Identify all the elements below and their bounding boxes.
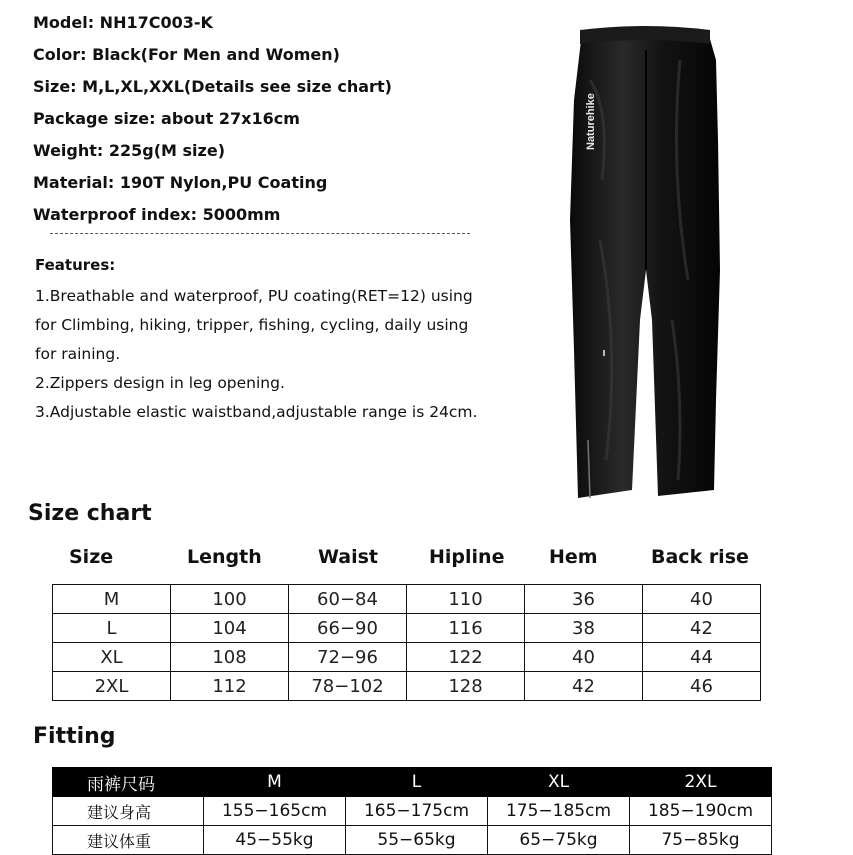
features-title: Features: — [35, 256, 116, 274]
header-waist: Waist — [318, 546, 379, 568]
table-cell: 155−165cm — [204, 797, 346, 826]
table-cell: 100 — [171, 585, 289, 614]
feature-line: 2.Zippers design in leg opening. — [35, 374, 285, 392]
spec-model: Model: NH17C003-K — [33, 13, 213, 32]
spec-weight: Weight: 225g(M size) — [33, 141, 226, 160]
table-cell: 122 — [407, 643, 525, 672]
table-cell: 2XL — [53, 672, 171, 701]
table-cell: 72−96 — [289, 643, 407, 672]
size-chart-title: Size chart — [28, 501, 152, 526]
table-cell: XL — [53, 643, 171, 672]
table-cell: 78−102 — [289, 672, 407, 701]
header-cell: 2XL — [630, 768, 772, 797]
table-cell: 45−55kg — [204, 826, 346, 855]
table-cell: 55−65kg — [346, 826, 488, 855]
table-cell: 40 — [525, 643, 643, 672]
table-cell: 65−75kg — [488, 826, 630, 855]
table-cell: 185−190cm — [630, 797, 772, 826]
size-chart-header-row — [52, 546, 764, 576]
table-cell: 75−85kg — [630, 826, 772, 855]
feature-line: 3.Adjustable elastic waistband,adjustable range is 24cm. — [35, 403, 478, 421]
table-row — [53, 672, 761, 701]
spec-size: Size: M,L,XL,XXL(Details see size chart) — [33, 77, 392, 96]
header-cell: L — [346, 768, 488, 797]
spec-waterproof-index: Waterproof index: 5000mm — [33, 205, 281, 224]
dashed-divider — [50, 233, 470, 234]
feature-line: 1.Breathable and waterproof, PU coating(RET=12) using — [35, 287, 473, 305]
feature-line: for raining. — [35, 345, 121, 363]
table-cell: 建议体重 — [53, 826, 204, 855]
fitting-header-row — [53, 768, 772, 797]
table-cell: 116 — [407, 614, 525, 643]
table-row — [53, 643, 761, 672]
size-chart-table — [52, 584, 761, 701]
table-cell: 42 — [525, 672, 643, 701]
table-cell: 建议身高 — [53, 797, 204, 826]
header-cell: M — [204, 768, 346, 797]
table-cell: 112 — [171, 672, 289, 701]
table-cell: 42 — [643, 614, 761, 643]
header-hem: Hem — [549, 546, 598, 568]
table-cell: 36 — [525, 585, 643, 614]
table-cell: 175−185cm — [488, 797, 630, 826]
header-cell: 雨裤尺码 — [53, 768, 204, 797]
table-cell: 110 — [407, 585, 525, 614]
fitting-table — [52, 767, 772, 855]
brand-logo-text: Naturehike — [585, 93, 597, 150]
header-length: Length — [187, 546, 262, 568]
table-cell: 38 — [525, 614, 643, 643]
table-row — [53, 797, 772, 826]
header-back-rise: Back rise — [651, 546, 749, 568]
table-cell: 46 — [643, 672, 761, 701]
fitting-title: Fitting — [33, 724, 116, 749]
feature-line: for Climbing, hiking, tripper, fishing, cycling, daily using — [35, 316, 469, 334]
table-cell: 66−90 — [289, 614, 407, 643]
table-row — [53, 826, 772, 855]
table-cell: 44 — [643, 643, 761, 672]
pants-product-image — [560, 20, 750, 510]
spec-material: Material: 190T Nylon,PU Coating — [33, 173, 328, 192]
table-row — [53, 585, 761, 614]
header-hipline: Hipline — [429, 546, 505, 568]
table-cell: 60−84 — [289, 585, 407, 614]
table-cell: 128 — [407, 672, 525, 701]
features-list — [35, 282, 505, 427]
spec-color: Color: Black(For Men and Women) — [33, 45, 340, 64]
table-cell: 165−175cm — [346, 797, 488, 826]
spec-package-size: Package size: about 27x16cm — [33, 109, 300, 128]
table-cell: M — [53, 585, 171, 614]
table-cell: 104 — [171, 614, 289, 643]
table-cell: 108 — [171, 643, 289, 672]
table-cell: 40 — [643, 585, 761, 614]
header-cell: XL — [488, 768, 630, 797]
table-row — [53, 614, 761, 643]
header-size: Size — [69, 546, 114, 568]
table-cell: L — [53, 614, 171, 643]
